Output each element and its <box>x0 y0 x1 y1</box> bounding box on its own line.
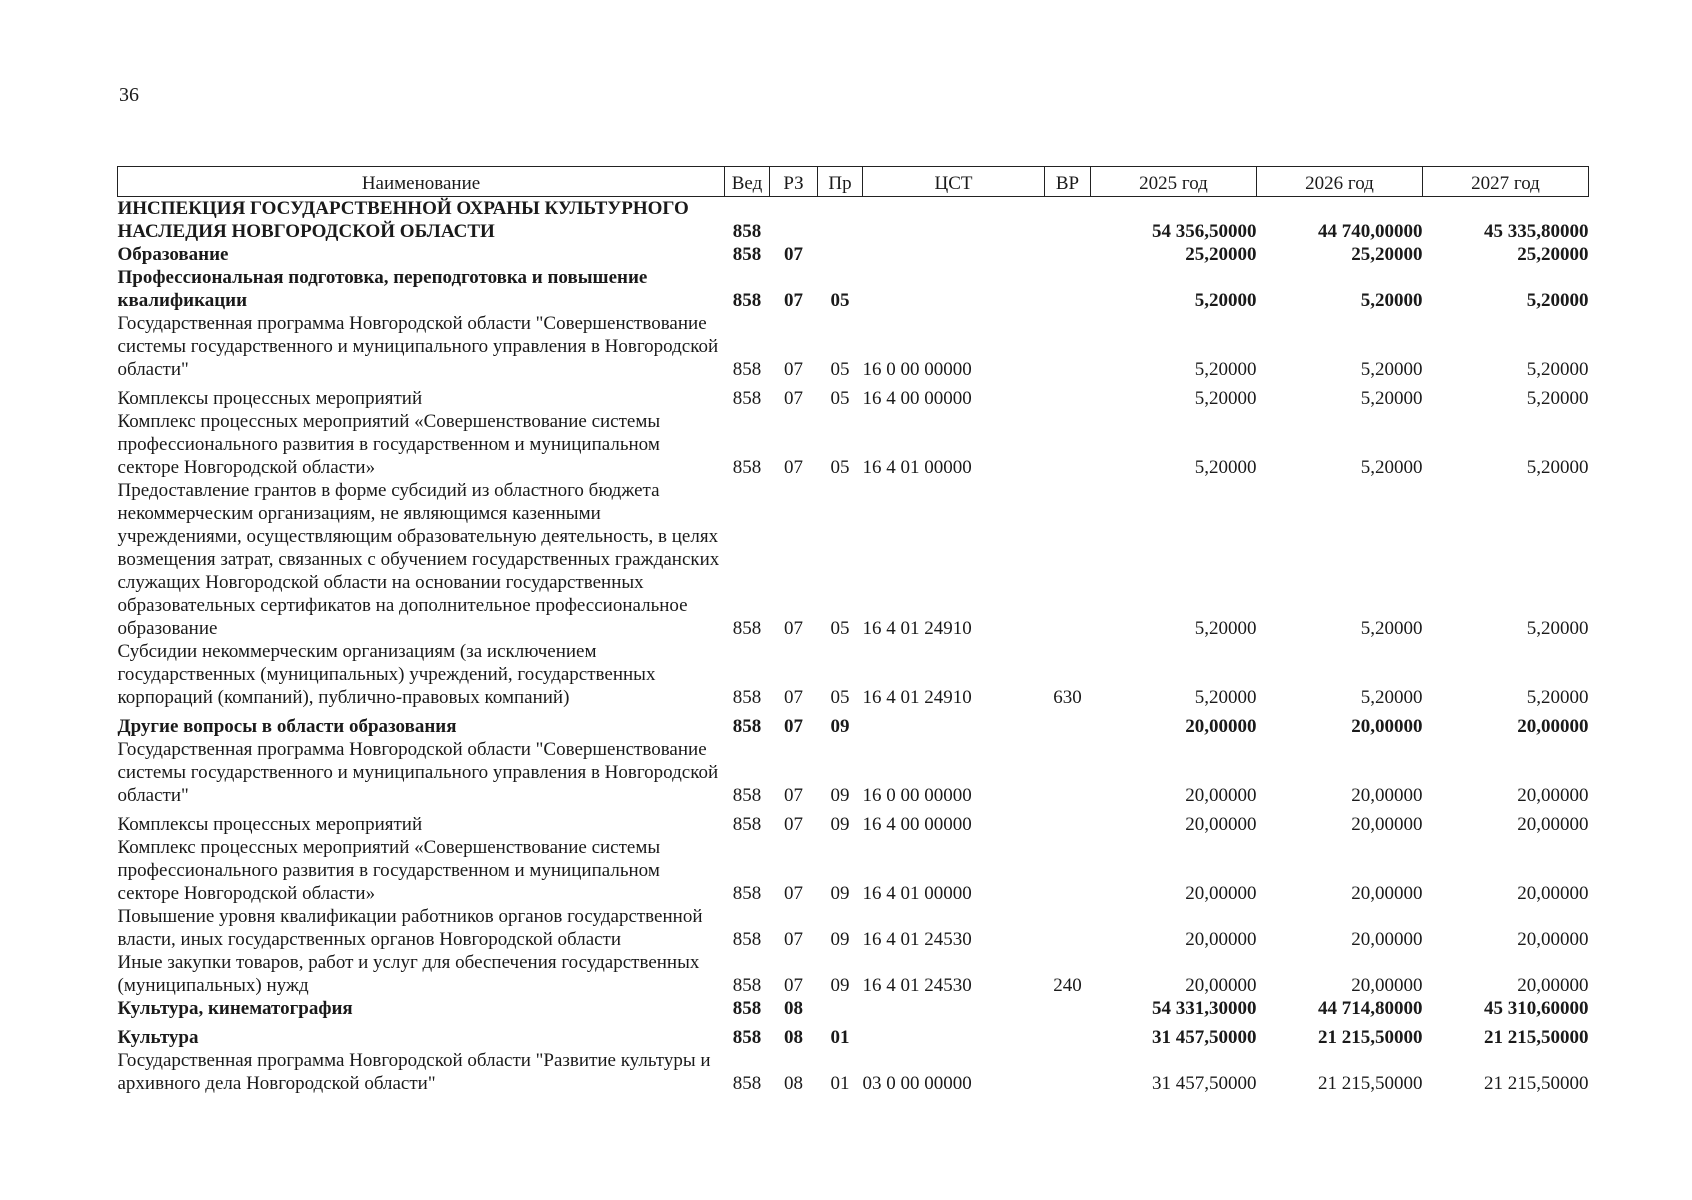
amount-2027-cell: 25,20000 <box>1517 244 1589 265</box>
amount-2027-cell: 45 310,60000 <box>1484 998 1589 1019</box>
amount-2025-cell: 20,00000 <box>1185 716 1257 737</box>
rz-cell: 08 <box>784 998 803 1019</box>
pr-cell: 09 <box>830 814 850 835</box>
vr-cell <box>1045 997 1091 1020</box>
amount-2026-cell: 20,00000 <box>1351 975 1423 996</box>
vr-cell <box>1045 1020 1091 1049</box>
pr-cell <box>818 243 863 266</box>
amount-2027-cell: 20,00000 <box>1517 929 1589 950</box>
cst-cell: 16 4 01 24530 <box>862 975 972 996</box>
amount-2026-cell: 44 714,80000 <box>1318 998 1423 1019</box>
table-row <box>118 1020 1589 1049</box>
amount-2026-cell: 20,00000 <box>1351 814 1423 835</box>
name-cell: Профессиональная подготовка, переподготовка и повышение квалификации <box>117 267 648 311</box>
table-row <box>118 1049 1589 1095</box>
cst-cell: 16 4 01 24910 <box>862 687 972 708</box>
name-cell: Государственная программа Новгородской области "Совершенствование системы государственного и муниципального управления в Новгородской области" <box>117 313 719 380</box>
ved-cell: 858 <box>732 785 762 806</box>
name-cell: Субсидии некоммерческим организациям (за исключением государственных (муниципальных) учреждений, государственных корпораций (компаний), публично-правовых компаний) <box>117 641 656 708</box>
name-cell: Предоставление грантов в форме субсидий из областного бюджета некоммерческим организациям, не являющимся казенными учреждениями, осуществляющим образовательную деятельность, в целях возмещения затрат, связанных с обучением государственных гражданских служащих Новгородской области на основании государственных образовательных сертификатов на дополнительное профессиональное образование <box>117 480 720 639</box>
cst-cell <box>863 243 1045 266</box>
pr-cell: 05 <box>830 457 850 478</box>
vr-cell <box>1045 266 1091 312</box>
rz-cell: 07 <box>784 244 803 265</box>
cst-cell: 16 4 01 00000 <box>862 457 972 478</box>
name-cell: Образование <box>117 244 229 265</box>
page-number: 36 <box>119 84 139 106</box>
cst-cell <box>863 266 1045 312</box>
cst-cell: 16 0 00 00000 <box>862 359 972 380</box>
amount-2026-cell: 5,20000 <box>1360 388 1423 409</box>
table-row <box>118 709 1589 738</box>
amount-2025-cell: 5,20000 <box>1194 687 1257 708</box>
rz-cell: 07 <box>784 814 803 835</box>
header-pr: Пр <box>818 167 863 197</box>
pr-cell: 05 <box>830 388 850 409</box>
amount-2026-cell: 5,20000 <box>1360 359 1423 380</box>
cst-cell <box>863 997 1045 1020</box>
vr-cell <box>1045 410 1091 479</box>
ved-cell: 858 <box>732 457 762 478</box>
rz-cell: 07 <box>784 290 803 311</box>
rz-cell: 08 <box>784 1073 803 1094</box>
amount-2025-cell: 20,00000 <box>1185 883 1257 904</box>
amount-2025-cell: 54 356,50000 <box>1152 221 1257 242</box>
amount-2027-cell: 20,00000 <box>1517 814 1589 835</box>
amount-2025-cell: 5,20000 <box>1194 290 1257 311</box>
name-cell: Комплекс процессных мероприятий «Совершенствование системы профессионального развития в государственном и муниципальном секторе Новгородской области» <box>117 837 661 904</box>
vr-cell: 240 <box>1053 975 1082 996</box>
pr-cell: 09 <box>830 716 850 737</box>
name-cell: ИНСПЕКЦИЯ ГОСУДАРСТВЕННОЙ ОХРАНЫ КУЛЬТУРНОГО НАСЛЕДИЯ НОВГОРОДСКОЙ ОБЛАСТИ <box>117 198 689 242</box>
name-cell: Иные закупки товаров, работ и услуг для обеспечения государственных (муниципальных) нужд <box>117 952 700 996</box>
ved-cell: 858 <box>732 1073 762 1094</box>
vr-cell <box>1045 836 1091 905</box>
ved-cell: 858 <box>732 975 762 996</box>
table-row <box>118 197 1589 244</box>
rz-cell: 07 <box>784 618 803 639</box>
amount-2026-cell: 20,00000 <box>1351 785 1423 806</box>
pr-cell: 09 <box>830 883 850 904</box>
table-row <box>118 807 1589 836</box>
pr-cell: 01 <box>830 1073 850 1094</box>
table-row <box>118 312 1589 381</box>
name-cell: Культура, кинематография <box>117 998 353 1019</box>
rz-cell: 07 <box>784 388 803 409</box>
ved-cell: 858 <box>732 388 762 409</box>
ved-cell: 858 <box>732 687 762 708</box>
amount-2025-cell: 25,20000 <box>1185 244 1257 265</box>
pr-cell: 05 <box>830 290 850 311</box>
cst-cell <box>863 197 1045 244</box>
amount-2025-cell: 20,00000 <box>1185 929 1257 950</box>
ved-cell: 858 <box>732 814 762 835</box>
rz-cell <box>770 197 818 244</box>
amount-2027-cell: 21 215,50000 <box>1484 1073 1589 1094</box>
amount-2027-cell: 20,00000 <box>1517 716 1589 737</box>
amount-2025-cell: 20,00000 <box>1185 814 1257 835</box>
pr-cell: 09 <box>830 975 850 996</box>
header-2027: 2027 год <box>1423 167 1589 197</box>
name-cell: Комплексы процессных мероприятий <box>117 814 423 835</box>
rz-cell: 07 <box>784 883 803 904</box>
rz-cell: 07 <box>784 975 803 996</box>
amount-2026-cell: 5,20000 <box>1360 457 1423 478</box>
cst-cell: 16 4 00 00000 <box>862 388 972 409</box>
cst-cell: 16 4 01 24530 <box>862 929 972 950</box>
table-row <box>118 410 1589 479</box>
ved-cell: 858 <box>732 290 762 311</box>
cst-cell: 03 0 00 00000 <box>862 1073 972 1094</box>
table-row <box>118 381 1589 410</box>
amount-2026-cell: 44 740,00000 <box>1318 221 1423 242</box>
ved-cell: 858 <box>732 244 762 265</box>
amount-2027-cell: 5,20000 <box>1526 388 1589 409</box>
amount-2025-cell: 5,20000 <box>1194 457 1257 478</box>
cst-cell: 16 4 01 24910 <box>862 618 972 639</box>
amount-2025-cell: 31 457,50000 <box>1152 1027 1257 1048</box>
header-2025: 2025 год <box>1091 167 1257 197</box>
rz-cell: 07 <box>784 716 803 737</box>
table-row <box>118 640 1589 709</box>
amount-2026-cell: 20,00000 <box>1351 883 1423 904</box>
amount-2025-cell: 5,20000 <box>1194 618 1257 639</box>
pr-cell: 05 <box>830 687 850 708</box>
pr-cell: 05 <box>830 359 850 380</box>
amount-2026-cell: 5,20000 <box>1360 687 1423 708</box>
header-ved: Вед <box>725 167 770 197</box>
amount-2027-cell: 21 215,50000 <box>1484 1027 1589 1048</box>
ved-cell: 858 <box>732 883 762 904</box>
vr-cell <box>1045 381 1091 410</box>
amount-2027-cell: 5,20000 <box>1526 457 1589 478</box>
amount-2026-cell: 21 215,50000 <box>1318 1027 1423 1048</box>
ved-cell: 858 <box>732 1027 762 1048</box>
name-cell: Комплекс процессных мероприятий «Совершенствование системы профессионального развития в государственном и муниципальном секторе Новгородской области» <box>117 411 661 478</box>
vr-cell <box>1045 905 1091 951</box>
header-rz: РЗ <box>770 167 818 197</box>
table-row <box>118 951 1589 997</box>
ved-cell: 858 <box>732 716 762 737</box>
amount-2026-cell: 21 215,50000 <box>1318 1073 1423 1094</box>
amount-2026-cell: 5,20000 <box>1360 290 1423 311</box>
cst-cell: 16 4 01 00000 <box>862 883 972 904</box>
name-cell: Повышение уровня квалификации работников органов государственной власти, иных государственных органов Новгородской области <box>117 906 703 950</box>
amount-2027-cell: 5,20000 <box>1526 687 1589 708</box>
amount-2027-cell: 20,00000 <box>1517 785 1589 806</box>
amount-2025-cell: 5,20000 <box>1194 388 1257 409</box>
vr-cell <box>1045 738 1091 807</box>
amount-2025-cell: 5,20000 <box>1194 359 1257 380</box>
amount-2025-cell: 54 331,30000 <box>1152 998 1257 1019</box>
name-cell: Культура <box>117 1027 199 1048</box>
ved-cell: 858 <box>732 998 762 1019</box>
pr-cell: 09 <box>830 929 850 950</box>
amount-2027-cell: 45 335,80000 <box>1484 221 1589 242</box>
rz-cell: 07 <box>784 929 803 950</box>
vr-cell <box>1045 807 1091 836</box>
rz-cell: 07 <box>784 687 803 708</box>
table-row <box>118 243 1589 266</box>
table-row <box>118 479 1589 640</box>
name-cell: Другие вопросы в области образования <box>117 716 457 737</box>
ved-cell: 858 <box>732 929 762 950</box>
vr-cell <box>1045 243 1091 266</box>
amount-2027-cell: 5,20000 <box>1526 290 1589 311</box>
vr-cell <box>1045 197 1091 244</box>
amount-2026-cell: 5,20000 <box>1360 618 1423 639</box>
pr-cell <box>818 197 863 244</box>
rz-cell: 08 <box>784 1027 803 1048</box>
header-2026: 2026 год <box>1257 167 1423 197</box>
table-row <box>118 738 1589 807</box>
vr-cell <box>1045 312 1091 381</box>
budget-table <box>117 166 1589 1095</box>
rz-cell: 07 <box>784 457 803 478</box>
table-row <box>118 266 1589 312</box>
pr-cell <box>818 997 863 1020</box>
pr-cell: 09 <box>830 785 850 806</box>
amount-2027-cell: 5,20000 <box>1526 359 1589 380</box>
table-header-row <box>118 167 1589 197</box>
vr-cell <box>1045 479 1091 640</box>
pr-cell: 05 <box>830 618 850 639</box>
ved-cell: 858 <box>732 359 762 380</box>
header-cst: ЦСТ <box>863 167 1045 197</box>
amount-2025-cell: 31 457,50000 <box>1152 1073 1257 1094</box>
ved-cell: 858 <box>732 618 762 639</box>
amount-2026-cell: 20,00000 <box>1351 716 1423 737</box>
vr-cell <box>1045 1049 1091 1095</box>
name-cell: Государственная программа Новгородской области "Развитие культуры и архивного дела Новгородской области" <box>117 1050 711 1094</box>
table-row <box>118 997 1589 1020</box>
rz-cell: 07 <box>784 785 803 806</box>
amount-2026-cell: 20,00000 <box>1351 929 1423 950</box>
cst-cell: 16 4 00 00000 <box>862 814 972 835</box>
vr-cell: 630 <box>1053 687 1082 708</box>
amount-2026-cell: 25,20000 <box>1351 244 1423 265</box>
name-cell: Комплексы процессных мероприятий <box>117 388 423 409</box>
table-body <box>118 197 1589 1096</box>
cst-cell <box>863 709 1045 738</box>
header-vr: ВР <box>1045 167 1091 197</box>
header-name: Наименование <box>118 167 725 197</box>
table-row <box>118 836 1589 905</box>
rz-cell: 07 <box>784 359 803 380</box>
cst-cell <box>863 1020 1045 1049</box>
amount-2027-cell: 20,00000 <box>1517 883 1589 904</box>
name-cell: Государственная программа Новгородской области "Совершенствование системы государственного и муниципального управления в Новгородской области" <box>117 739 719 806</box>
amount-2025-cell: 20,00000 <box>1185 785 1257 806</box>
amount-2025-cell: 20,00000 <box>1185 975 1257 996</box>
vr-cell <box>1045 709 1091 738</box>
cst-cell: 16 0 00 00000 <box>862 785 972 806</box>
amount-2027-cell: 5,20000 <box>1526 618 1589 639</box>
table-row <box>118 905 1589 951</box>
pr-cell: 01 <box>830 1027 850 1048</box>
amount-2027-cell: 20,00000 <box>1517 975 1589 996</box>
ved-cell: 858 <box>732 221 762 242</box>
